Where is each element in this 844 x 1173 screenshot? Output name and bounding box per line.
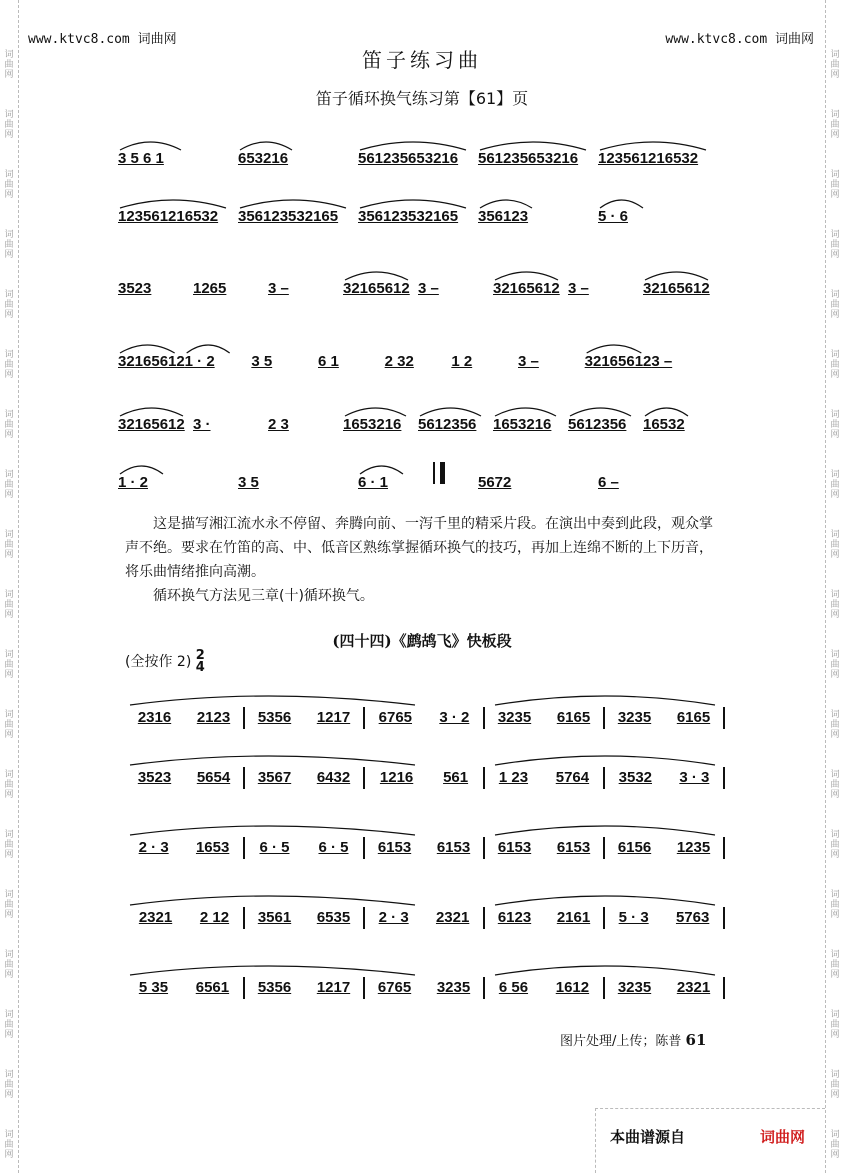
note-group: 3 5 6 1 xyxy=(118,150,164,167)
side-watermark: 词 曲 网 xyxy=(4,470,14,500)
measure xyxy=(245,837,365,859)
note-group: 5 · 6 xyxy=(598,208,629,225)
final-barline-thick xyxy=(440,462,445,484)
beat-group: 3235 xyxy=(436,979,471,996)
beat-group: 6432 xyxy=(316,769,351,786)
slur-arc xyxy=(645,272,708,280)
slur-arc xyxy=(495,696,715,705)
slur-arc xyxy=(600,142,706,150)
side-watermark: 词 曲 网 xyxy=(4,890,14,920)
note-group: 16532 xyxy=(643,416,685,433)
beat-group: 6153 xyxy=(497,839,532,856)
beat-group: 5654 xyxy=(196,769,231,786)
beat-group: 5 · 3 xyxy=(618,909,649,926)
slur-arc xyxy=(130,896,415,905)
measure xyxy=(485,977,605,999)
slur-arc xyxy=(120,345,175,353)
beat-group: 2161 xyxy=(556,909,591,926)
side-watermark: 词 曲 网 xyxy=(830,1070,840,1100)
side-watermark: 词 曲 网 xyxy=(4,410,14,440)
note-group: 3 · xyxy=(193,416,211,433)
side-watermark: 词 曲 网 xyxy=(830,530,840,560)
beat-group: 1216 xyxy=(379,769,414,786)
slur-arc xyxy=(495,896,715,905)
note-group: 2 32 xyxy=(384,353,414,370)
note-group: 6 · 1 xyxy=(358,474,389,491)
time-signature-bottom: 4 xyxy=(195,660,205,675)
credit-text: 图片处理/上传；陈普 xyxy=(560,1034,682,1049)
side-watermark: 词 曲 网 xyxy=(830,470,840,500)
beat-group: 5356 xyxy=(257,979,292,996)
note-group: 6 – xyxy=(598,474,619,491)
side-watermark: 词 曲 网 xyxy=(4,950,14,980)
slur-arc xyxy=(130,756,415,765)
measure-row xyxy=(125,907,725,929)
side-watermark: 词 曲 网 xyxy=(830,590,840,620)
beat-group: 2316 xyxy=(137,709,172,726)
side-watermark: 词 曲 网 xyxy=(830,890,840,920)
note-group: 1 · 2 xyxy=(184,353,215,370)
note-group: 356123532165 xyxy=(238,208,339,225)
beat-group: 5763 xyxy=(675,909,710,926)
side-watermark: 词 曲 网 xyxy=(830,1130,840,1160)
measure xyxy=(365,977,485,999)
note-group: 356123532165 xyxy=(358,208,459,225)
beat-group: 5 35 xyxy=(138,979,169,996)
staff-line xyxy=(125,885,725,947)
footer-divider xyxy=(595,1108,825,1109)
side-watermark: 词 曲 网 xyxy=(830,350,840,380)
side-watermark: 词 曲 网 xyxy=(830,230,840,260)
slur-arc xyxy=(495,408,556,416)
beat-group: 1217 xyxy=(316,979,351,996)
side-watermark: 词 曲 网 xyxy=(830,1010,840,1040)
beat-group: 5764 xyxy=(555,769,590,786)
beat-group: 1235 xyxy=(676,839,711,856)
side-watermark: 词 曲 网 xyxy=(4,1070,14,1100)
beat-group: 3235 xyxy=(617,709,652,726)
slur-arc xyxy=(130,696,415,705)
beat-group: 6765 xyxy=(378,709,413,726)
beat-group: 6535 xyxy=(316,909,351,926)
beat-group: 3523 xyxy=(137,769,172,786)
note-group: 3523 xyxy=(118,280,152,297)
description-paragraph-1: 这是描写湘江流水永不停留、奔腾向前、一泻千里的精采片段。在演出中奏到此段，观众掌声不绝。要求在竹笛的高、中、低音区熟练掌握循环换气的技巧，再加上连绵不断的上下历音，将乐曲情绪推向高潮。 xyxy=(125,516,713,580)
slur-arc xyxy=(480,142,586,150)
slur-marks xyxy=(125,745,725,767)
note-group: 32165612 xyxy=(584,353,652,370)
beat-group: 3235 xyxy=(497,709,532,726)
beat-group: 5356 xyxy=(257,709,292,726)
side-watermark: 词 曲 网 xyxy=(4,110,14,140)
slur-arc xyxy=(120,200,226,208)
beat-group: 3 · 2 xyxy=(439,709,470,726)
upload-credit xyxy=(560,1030,706,1049)
measure xyxy=(485,707,605,729)
side-watermark: 词 曲 网 xyxy=(4,170,14,200)
score-row xyxy=(118,335,718,395)
note-group: 5612356 xyxy=(418,416,477,433)
side-watermark: 词 曲 网 xyxy=(830,830,840,860)
slur-arc xyxy=(130,966,415,975)
beat-group: 6153 xyxy=(377,839,412,856)
note-group: 3 – xyxy=(518,353,539,370)
slur-arc xyxy=(187,345,230,353)
beat-group: 6 · 5 xyxy=(318,839,349,856)
note-group: 32165612 xyxy=(118,353,185,370)
slur-arc xyxy=(120,142,181,150)
staff-line xyxy=(125,955,725,1017)
slur-arc xyxy=(345,408,406,416)
note-group: 1653216 xyxy=(343,416,402,433)
slur-arc xyxy=(495,826,715,835)
side-watermark: 词 曲 网 xyxy=(830,110,840,140)
staff-line xyxy=(125,815,725,877)
measure xyxy=(485,907,605,929)
beat-group: 3 · 3 xyxy=(679,769,710,786)
side-watermark: 词 曲 网 xyxy=(4,770,14,800)
time-signature xyxy=(196,650,205,674)
beat-group: 6561 xyxy=(195,979,230,996)
side-watermark: 词 曲 网 xyxy=(830,710,840,740)
note-group: 653216 xyxy=(238,150,289,167)
slur-marks xyxy=(125,685,725,707)
final-barline-thin xyxy=(433,462,435,484)
beat-group: 1612 xyxy=(555,979,590,996)
slur-marks xyxy=(118,456,718,478)
slur-arc xyxy=(120,466,163,474)
slur-arc xyxy=(495,272,558,280)
beat-group: 3532 xyxy=(618,769,653,786)
note-group: 561235653216 xyxy=(478,150,579,167)
note-group: 356123 xyxy=(478,208,529,225)
beat-group: 6165 xyxy=(676,709,711,726)
score-row xyxy=(118,398,718,458)
slur-arc xyxy=(240,142,292,150)
measure xyxy=(245,907,365,929)
measure xyxy=(365,907,485,929)
note-group: 3 – xyxy=(418,280,439,297)
slur-arc xyxy=(360,466,403,474)
measure xyxy=(125,707,245,729)
note-group: 123561216532 xyxy=(598,150,699,167)
slur-arc xyxy=(645,408,688,416)
measure xyxy=(485,837,605,859)
beat-group: 2 · 3 xyxy=(138,839,169,856)
side-watermark: 词 曲 网 xyxy=(4,350,14,380)
beat-group: 3567 xyxy=(257,769,292,786)
side-watermark: 词 曲 网 xyxy=(830,50,840,80)
measure-row xyxy=(125,977,725,999)
beat-group: 3561 xyxy=(257,909,292,926)
note-group: 123561216532 xyxy=(118,208,219,225)
beat-group: 561 xyxy=(443,769,469,786)
measure xyxy=(245,767,365,789)
slur-arc xyxy=(420,408,481,416)
section-title: (四十四)《鹧鸪飞》快板段 xyxy=(332,632,512,650)
note-group: 6 1 xyxy=(318,353,339,370)
side-watermark: 词 曲 网 xyxy=(4,1010,14,1040)
score-row xyxy=(118,132,718,192)
measure xyxy=(605,907,725,929)
note-group: 1 2 xyxy=(451,353,473,370)
note-group: 32165612 xyxy=(643,280,710,297)
staff-line xyxy=(125,745,725,807)
slur-arc xyxy=(495,966,715,975)
slur-marks xyxy=(125,955,725,977)
side-watermark: 词 曲 网 xyxy=(4,830,14,860)
measure xyxy=(485,767,605,789)
side-watermark: 词 曲 网 xyxy=(830,290,840,320)
note-group: 3 – xyxy=(268,280,289,297)
site-url-left[interactable]: www.ktvc8.com 词曲网 xyxy=(28,32,177,47)
slur-arc xyxy=(600,200,643,208)
measure xyxy=(605,767,725,789)
slur-arc xyxy=(240,200,346,208)
slur-arc xyxy=(360,200,466,208)
page-subtitle: 笛子循环换气练习第【61】页 xyxy=(315,89,529,108)
slur-arc xyxy=(345,272,408,280)
description-text xyxy=(125,512,725,608)
note-group: 5612356 xyxy=(568,416,627,433)
side-watermark: 词 曲 网 xyxy=(830,650,840,680)
slur-arc xyxy=(480,200,532,208)
footer-divider-vertical xyxy=(595,1108,596,1173)
score-row xyxy=(118,262,718,322)
measure xyxy=(365,837,485,859)
side-watermark: 词 曲 网 xyxy=(4,710,14,740)
side-watermark: 词 曲 网 xyxy=(4,50,14,80)
beat-group: 1217 xyxy=(316,709,351,726)
beat-group: 6165 xyxy=(556,709,591,726)
beat-group: 1 23 xyxy=(498,769,529,786)
beat-group: 2 12 xyxy=(199,909,230,926)
fingering-label: (全按作 2) xyxy=(125,654,192,670)
measure xyxy=(605,707,725,729)
note-group: 2 3 xyxy=(268,416,289,433)
beat-group: 6 · 5 xyxy=(259,839,290,856)
beat-group: 2 · 3 xyxy=(378,909,409,926)
note-group: 1 · 2 xyxy=(118,474,149,491)
slur-arc xyxy=(360,142,466,150)
page-title: 笛子练习曲 xyxy=(362,48,482,72)
beat-group: 6153 xyxy=(556,839,591,856)
measure xyxy=(125,767,245,789)
side-watermark: 词 曲 网 xyxy=(4,290,14,320)
beat-group: 1653 xyxy=(195,839,230,856)
note-group: 3 5 xyxy=(238,474,259,491)
beat-group: 2321 xyxy=(676,979,711,996)
measure xyxy=(605,837,725,859)
side-watermark: 词 曲 网 xyxy=(4,230,14,260)
beat-group: 6123 xyxy=(497,909,532,926)
score-row xyxy=(118,190,718,250)
measure xyxy=(605,977,725,999)
brand-link[interactable]: 词曲网 xyxy=(760,1128,806,1146)
beat-group: 3235 xyxy=(617,979,652,996)
measure xyxy=(125,907,245,929)
staff-line xyxy=(125,685,725,747)
beat-group: 2321 xyxy=(435,909,470,926)
note-group: 32165612 xyxy=(493,280,560,297)
time-signature-top: 2 xyxy=(195,648,205,663)
side-watermark: 词 曲 网 xyxy=(830,170,840,200)
side-watermark: 词 曲 网 xyxy=(4,650,14,680)
beat-group: 6156 xyxy=(617,839,652,856)
description-paragraph-2: 循环换气方法见三章(十)循环换气。 xyxy=(153,588,374,604)
measure xyxy=(125,837,245,859)
measure xyxy=(245,977,365,999)
slur-arc xyxy=(570,408,631,416)
source-label: 本曲谱源自 xyxy=(610,1128,686,1146)
note-group: 3 – xyxy=(651,353,673,370)
note-group: 3 – xyxy=(568,280,589,297)
note-group: 3 5 xyxy=(251,353,273,370)
measure xyxy=(125,977,245,999)
slur-marks xyxy=(125,815,725,837)
slur-arc xyxy=(587,345,642,353)
slur-arc xyxy=(130,826,415,835)
measure xyxy=(365,707,485,729)
note-group: 32165612 xyxy=(118,416,185,433)
meter-marking xyxy=(125,650,205,674)
side-watermark: 词 曲 网 xyxy=(830,410,840,440)
measure xyxy=(365,767,485,789)
side-watermark: 词 曲 网 xyxy=(4,530,14,560)
measure-row xyxy=(125,837,725,859)
side-watermark: 词 曲 网 xyxy=(830,950,840,980)
side-watermark: 词 曲 网 xyxy=(4,1130,14,1160)
beat-group: 6 56 xyxy=(498,979,529,996)
beat-group: 6765 xyxy=(377,979,412,996)
measure-row xyxy=(125,707,725,729)
slur-arc xyxy=(120,408,183,416)
measure xyxy=(245,707,365,729)
note-group: 561235653216 xyxy=(358,150,459,167)
measure-row xyxy=(125,767,725,789)
score-row xyxy=(118,456,718,516)
beat-group: 2321 xyxy=(138,909,173,926)
slur-marks xyxy=(125,885,725,907)
side-watermark: 词 曲 网 xyxy=(830,770,840,800)
slur-arc xyxy=(495,756,715,765)
beat-group: 2123 xyxy=(196,709,231,726)
note-group: 1653216 xyxy=(493,416,552,433)
site-url-right[interactable]: www.ktvc8.com 词曲网 xyxy=(665,32,814,47)
beat-group: 6153 xyxy=(436,839,471,856)
note-group: 1265 xyxy=(193,280,227,297)
page-number: 61 xyxy=(685,1031,707,1049)
side-watermark: 词 曲 网 xyxy=(4,590,14,620)
note-group: 5672 xyxy=(478,474,512,491)
note-group: 32165612 xyxy=(343,280,410,297)
